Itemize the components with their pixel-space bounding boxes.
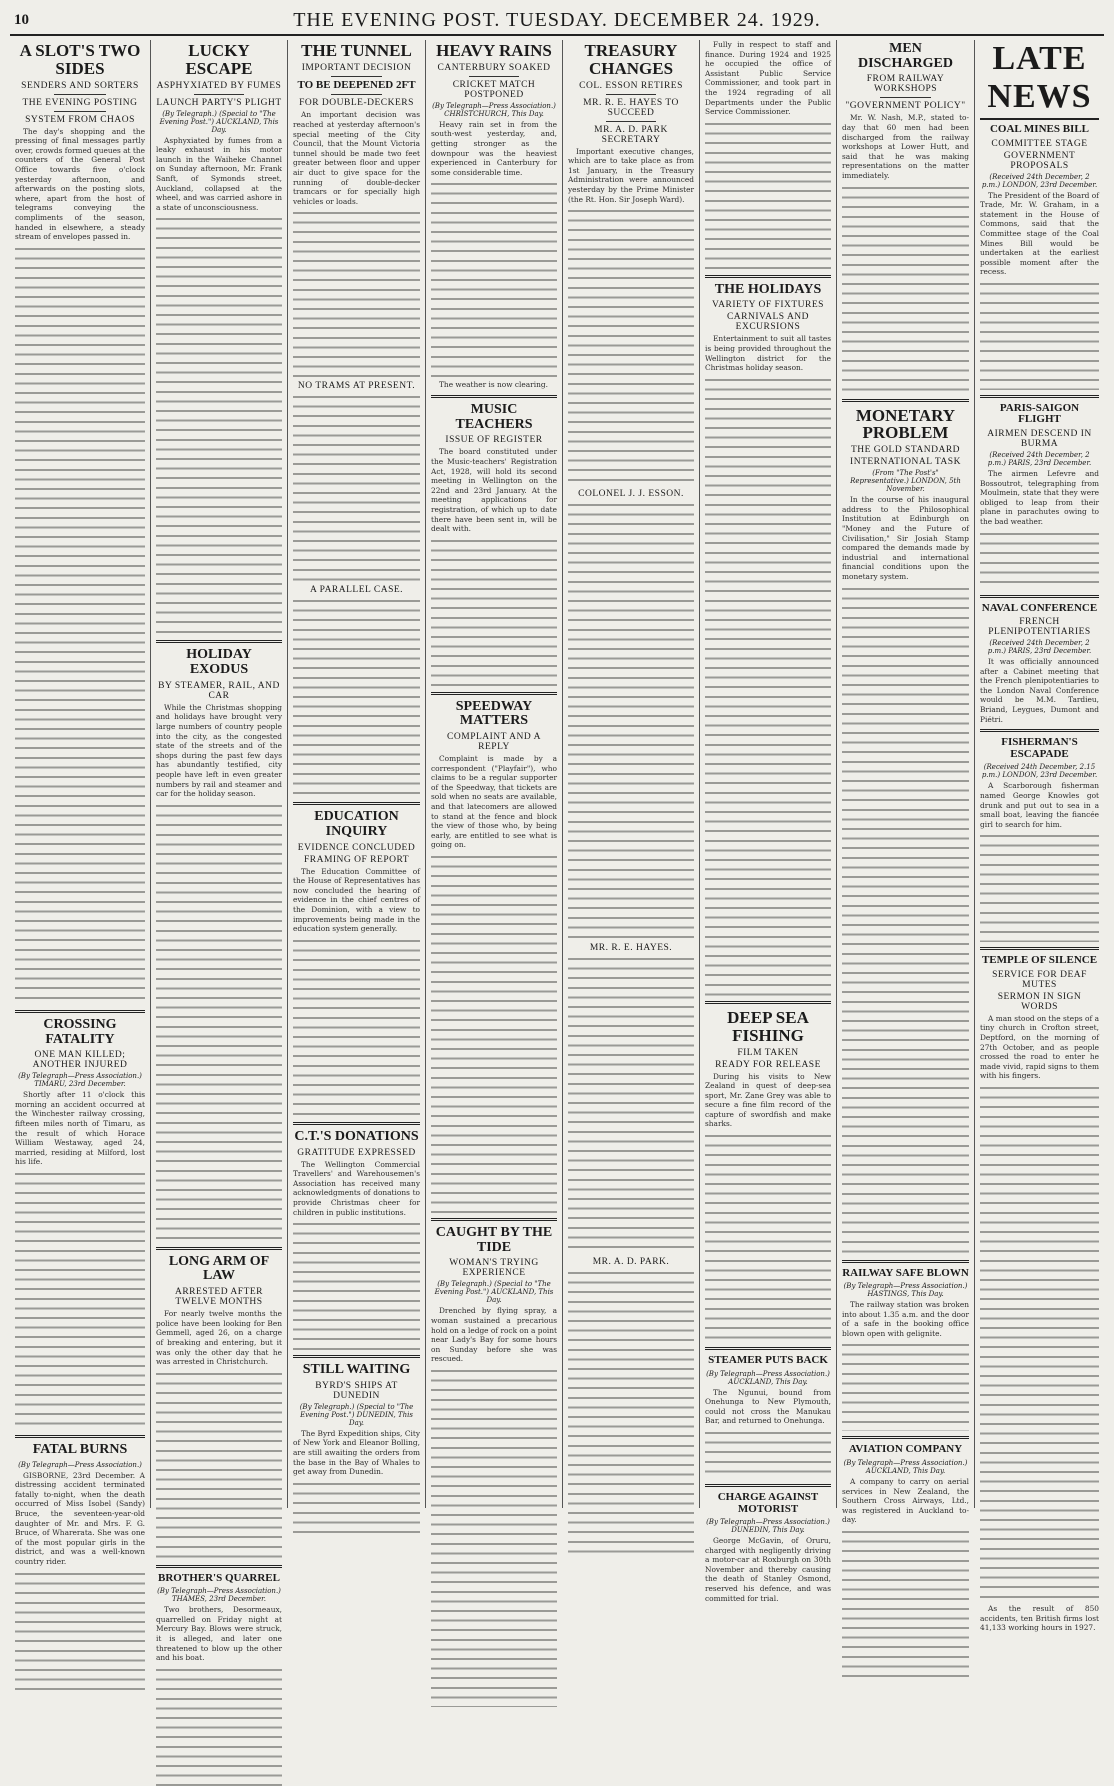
headline: CHARGE AGAINST MOTORIST bbox=[717, 1490, 819, 1515]
article-body: Complaint is made by a correspondent ("Playfair"), who claims to be a regular supporter of the Speedway, that tickets are sold when no seats are available, and that latecomers are allowed to stand at the fence and block the view of those who, by being early, are entitled to see what is going on. bbox=[431, 754, 557, 850]
article-text-block bbox=[293, 597, 420, 797]
article-body: A man stood on the steps of a tiny church in Crofton street, Deptford, on the morning of 27th October, and as people crossed the road to enter he made vivid, rapid signs to them with his fingers. bbox=[980, 1013, 1099, 1081]
article-text-block bbox=[156, 1666, 282, 1786]
subheading: MR. R. E. HAYES TO SUCCEED bbox=[583, 97, 679, 118]
headline: HEAVY RAINS bbox=[436, 41, 552, 60]
headline: BROTHER'S QUARREL bbox=[158, 1571, 280, 1584]
article-body: Fully in respect to staff and finance. During 1924 and 1925 he occupied the office of Assistant Public Service Commissioner, and took part in the 1924 regrading of all Departments under the Public Service Commissioner. bbox=[705, 40, 831, 117]
subheading: ARRESTED AFTER TWELVE MONTHS bbox=[174, 1287, 264, 1308]
divider bbox=[705, 1001, 831, 1004]
article-body: Drenched by flying spray, a woman sustained a precarious hold on a ledge of rock on a point near Lady's Bay for some hours on Sunday before she was rescued. bbox=[431, 1306, 557, 1364]
subheading: ONE MAN KILLED; ANOTHER INJURED bbox=[32, 1050, 128, 1071]
headline: SPEEDWAY MATTERS bbox=[455, 698, 533, 729]
subheading: THE EVENING POSTING bbox=[22, 97, 138, 108]
dateline: (By Telegraph—Press Association.) CHRISTCHURCH, This Day. bbox=[432, 101, 556, 118]
subheading: TO BE DEEPENED 2FT bbox=[297, 78, 416, 91]
article-body: GISBORNE, 23rd December. A distressing accident terminated fatally to-night, when the death occurred of Miss Isobel (Sandy) Bruce, the seventeen-year-old daughter of Mr. and Mrs. F. G. Bruce, of Wharerata. She was one of the most popular girls in the district, and was a well-known country rider. bbox=[15, 1470, 145, 1566]
article-text-block bbox=[980, 280, 1099, 390]
article-text-block bbox=[568, 955, 694, 1255]
article-body: It was officially announced after a Cabinet meeting that the French plenipotentiaries to the London Naval Conference would be M.M. Tardieu, Briand, Leygues, Dumont and Piétri. bbox=[980, 657, 1099, 724]
subheading: ASPHYXIATED BY FUMES bbox=[156, 80, 282, 91]
subheading: GOVERNMENT PROPOSALS bbox=[1003, 150, 1076, 171]
article-body: The railway station was broken into about 1.35 a.m. and the door of a safe in the booking office blown open with gelignite. bbox=[842, 1300, 969, 1338]
columns bbox=[10, 40, 1104, 1663]
subheading: "GOVERNMENT POLICY" bbox=[845, 101, 966, 112]
headline: TEMPLE OF SILENCE bbox=[981, 954, 1098, 967]
subheading: COL. ESSON RETIRES bbox=[579, 80, 683, 91]
column-6 bbox=[699, 40, 836, 1603]
column-3 bbox=[287, 40, 425, 1508]
headline: STILL WAITING bbox=[302, 1362, 411, 1378]
dateline: (Received 24th December, 2 p.m.) PARIS, 23rd December. bbox=[987, 450, 1092, 467]
subheading: SENDERS AND SORTERS bbox=[21, 80, 139, 91]
article-body: The day's shopping and the pressing of final messages partly over, crowds formed queues at the counters of the General Post Office towards five o'clock yesterday afternoon, and afterwards on the posting slots, where, apart from the host of telegrams conveying the compliments of the season, handed in elsewhere, a steady stream of envelopes passed in. bbox=[15, 126, 145, 242]
article-body: In the course of his inaugural address to the Philosophical Institution at Edinburgh on "Money and the Future of Civilisation," Sir Josiah Stamp compared the demands made by industrial and international financial conditions upon the monetary system. bbox=[842, 495, 969, 581]
subheading: GRATITUDE EXPRESSED bbox=[297, 1147, 416, 1158]
article-text-block bbox=[293, 937, 420, 1117]
subheading: FOR DOUBLE-DECKERS bbox=[299, 98, 414, 109]
subheading: ISSUE OF REGISTER bbox=[445, 435, 543, 446]
dateline: (By Telegraph—Press Association.) TIMARU, 23rd December. bbox=[18, 1072, 142, 1089]
divider bbox=[705, 275, 831, 278]
subheading: SERMON IN SIGN WORDS bbox=[997, 991, 1082, 1012]
divider bbox=[842, 1260, 969, 1263]
subheading: SERVICE FOR DEAF MUTES bbox=[992, 969, 1087, 990]
article-text-block bbox=[293, 209, 420, 379]
article-body: Mr. W. Nash, M.P., stated to-day that 60 men had been discharged from the railway workshops at Lower Hutt, and said that he was making representations on the matter immediately. bbox=[842, 113, 969, 180]
article-text-block bbox=[980, 1084, 1099, 1604]
headline: MUSIC TEACHERS bbox=[455, 402, 533, 432]
column-1 bbox=[10, 40, 150, 1566]
divider bbox=[980, 395, 1099, 398]
dateline: (By Telegraph.) (Special to "The Evening Post.") DUNEDIN, This Day. bbox=[299, 1402, 414, 1427]
headline: LONG ARM OF LAW bbox=[168, 1253, 270, 1284]
headline: RAILWAY SAFE BLOWN bbox=[842, 1266, 969, 1279]
headline: THE TUNNEL bbox=[301, 41, 412, 60]
dateline: (Received 24th December, 2 p.m.) LONDON, 23rd December. bbox=[981, 172, 1098, 189]
headline: HOLIDAY EXODUS bbox=[186, 647, 252, 678]
article-text-block bbox=[842, 585, 969, 1255]
newspaper-title: THE EVENING POST. TUESDAY. DECEMBER 24. 1929. bbox=[293, 9, 821, 31]
article-text-block bbox=[842, 184, 969, 394]
subheading: IMPORTANT DECISION bbox=[301, 62, 412, 73]
divider bbox=[606, 121, 656, 122]
masthead bbox=[10, 8, 1104, 36]
article-text-block bbox=[15, 245, 145, 1005]
divider bbox=[293, 1355, 420, 1358]
section-heading: COLONEL J. J. ESSON. bbox=[578, 489, 684, 500]
divider bbox=[156, 1565, 282, 1568]
dateline: (Received 24th December, 2 p.m.) PARIS, 23rd December. bbox=[987, 639, 1092, 656]
article-body: Asphyxiated by fumes from a leaky exhaust in his motor launch in the Waiheke Channel on Sunday afternoon, Mr. Frank Sanft, of Symonds street, Auckland, collapsed at the wheel, and was carried ashore in a state of unconsciousness. bbox=[156, 135, 282, 212]
subheading: COMMITTEE STAGE bbox=[991, 138, 1088, 149]
dateline: (By Telegraph—Press Association.) THAMES, 23rd December. bbox=[157, 1587, 281, 1604]
divider bbox=[54, 111, 106, 112]
article-body: Important executive changes, which are to take place as from 1st January, in the Treasury Administration were announced yesterday by the Prime Minister (the Rt. Hon. Sir Joseph Ward). bbox=[568, 146, 694, 204]
article-body: Two brothers, Desormeaux, quarrelled on Friday night at Mercury Bay. Blows were struck, it is alleged, and later one threatened to blow up the other and his boat. bbox=[156, 1605, 282, 1663]
subheading: AIRMEN DESCEND IN BURMA bbox=[987, 428, 1092, 449]
divider bbox=[293, 1122, 420, 1125]
article-body: Heavy rain set in from the south-west yesterday, and, getting stronger as the downpour was the heaviest experienced in Canterbury for some considerable time. bbox=[431, 119, 557, 177]
divider bbox=[705, 1484, 831, 1487]
divider bbox=[54, 94, 106, 95]
divider bbox=[980, 595, 1099, 598]
dateline: (By Telegraph—Press Association.) AUCKLAND, This Day. bbox=[843, 1459, 968, 1476]
subheading: FILM TAKEN bbox=[737, 1047, 799, 1058]
article-body: The Ngunui, bound from Onehunga to New Plymouth, could not cross the Manukau Bar, and returned to Onehunga. bbox=[705, 1387, 831, 1426]
subheading: INTERNATIONAL TASK bbox=[850, 457, 961, 468]
headline: AVIATION COMPANY bbox=[848, 1443, 963, 1456]
section-heading: NO TRAMS AT PRESENT. bbox=[297, 381, 416, 392]
late-news-title: LATE NEWS bbox=[980, 40, 1099, 120]
article-text-block bbox=[980, 530, 1099, 590]
article-body: The President of the Board of Trade, Mr. W. Graham, in a statement in the House of Commons, said that the Committee stage of the Coal Mines Bill would be undertaken at the earliest possible moment after the recess. bbox=[980, 190, 1099, 277]
article-body: A company to carry on aerial services in New Zealand, the Southern Cross Airways, Ltd., was registered in Auckland to-day. bbox=[842, 1477, 969, 1525]
article-text-block bbox=[15, 1170, 145, 1430]
subheading: THE GOLD STANDARD bbox=[850, 445, 961, 456]
subheading: FRENCH PLENIPOTENTIARIES bbox=[988, 617, 1091, 638]
article-text-block bbox=[842, 1528, 969, 1678]
divider bbox=[331, 76, 382, 77]
headline: LUCKY ESCAPE bbox=[185, 41, 253, 78]
subheading: VARIETY OF FIXTURES bbox=[712, 300, 824, 311]
divider bbox=[431, 1218, 557, 1221]
subheading: CANTERBURY SOAKED bbox=[437, 62, 551, 73]
divider bbox=[293, 802, 420, 805]
headline: FISHERMAN'S ESCAPADE bbox=[1001, 736, 1078, 760]
divider bbox=[606, 94, 656, 95]
article-body: The Wellington Commercial Travellers' and Warehousemen's Association has received many acknowledgments of donations to provide Christmas cheer for children in public institutions. bbox=[293, 1159, 420, 1217]
subheading: READY FOR RELEASE bbox=[715, 1059, 821, 1070]
article-body: The airmen Lefevre and Bossoutrot, telegraphing from Moulmein, state that they were obliged to leap from their plane in parachutes owing to the bad weather. bbox=[980, 468, 1099, 526]
dateline: (By Telegraph—Press Association.) HASTINGS, This Day. bbox=[843, 1282, 968, 1299]
article-body: As the result of 850 accidents, ten British firms lost 41,133 working hours in 1927. bbox=[980, 1604, 1099, 1633]
article-text-block bbox=[156, 215, 282, 635]
article-text-block bbox=[293, 1220, 420, 1350]
divider bbox=[156, 640, 282, 643]
subheading: COMPLAINT AND A REPLY bbox=[447, 732, 541, 753]
headline: C.T.'S DONATIONS bbox=[294, 1128, 419, 1144]
divider bbox=[705, 1347, 831, 1350]
article-text-block bbox=[705, 1132, 831, 1342]
article-text-block bbox=[156, 1370, 282, 1560]
dateline: (From "The Post's" Representative.) LONDON, 5th November. bbox=[850, 469, 961, 494]
divider bbox=[15, 1435, 145, 1438]
section-heading: A PARALLEL CASE. bbox=[309, 585, 404, 596]
headline: EDUCATION INQUIRY bbox=[314, 809, 399, 840]
article-text-block bbox=[293, 1480, 420, 1540]
subheading: CRICKET MATCH POSTPONED bbox=[452, 79, 536, 100]
column-5 bbox=[562, 40, 699, 1508]
divider bbox=[15, 1010, 145, 1013]
article-text-block bbox=[980, 832, 1099, 942]
dateline: (Received 24th December, 2.15 p.m.) LONDON, 23rd December. bbox=[981, 763, 1098, 780]
headline: PARIS-SAIGON FLIGHT bbox=[999, 401, 1080, 426]
headline: FATAL BURNS bbox=[32, 1441, 128, 1457]
article-text-block bbox=[431, 537, 557, 687]
divider bbox=[880, 97, 931, 98]
article-text-block bbox=[705, 120, 831, 270]
divider bbox=[156, 1247, 282, 1250]
headline: CAUGHT BY THE TIDE bbox=[435, 1225, 553, 1255]
column-7 bbox=[836, 40, 974, 1525]
headline: COAL MINES BILL bbox=[989, 123, 1090, 135]
divider bbox=[431, 692, 557, 695]
article-body: A Scarborough fisherman named George Knowles got drunk and put out to sea in a small boat, leaving the fiancée girl to search for him. bbox=[980, 781, 1099, 829]
article-text-block bbox=[568, 501, 694, 941]
article-body: During his visits to New Zealand in quest of deep-sea sport, Mr. Zane Grey was able to secure a fine film record of the capture of swordfish and make sharks. bbox=[705, 1071, 831, 1129]
article-text-block bbox=[293, 393, 420, 583]
article-body: For nearly twelve months the police have been looking for Ben Gemmell, aged 26, on a charge of breaking and entering, but it was only the other day that he was arrested in Christchurch. bbox=[156, 1309, 282, 1367]
headline: TREASURY CHANGES bbox=[584, 41, 678, 78]
headline: NAVAL CONFERENCE bbox=[981, 601, 1098, 614]
dateline: (By Telegraph.) (Special to "The Evening Post.") AUCKLAND, This Day. bbox=[434, 1280, 554, 1305]
article-body: While the Christmas shopping and holidays have brought very large numbers of country people into the city, as the congested state of the streets and of the shops during the past few days has abundantly testified, city people have left in even greater numbers by rail and steamer and car for the holiday season. bbox=[156, 702, 282, 799]
article-body: Entertainment to suit all tastes is being provided throughout the Wellington district for the Christmas holiday season. bbox=[705, 334, 831, 373]
section-heading: MR. A. D. PARK. bbox=[592, 1257, 670, 1268]
article-text-block bbox=[156, 802, 282, 1242]
divider bbox=[842, 399, 969, 402]
page-number: 10 bbox=[14, 12, 29, 28]
subheading: MR. A. D. PARK SECRETARY bbox=[594, 124, 668, 145]
subheading: LAUNCH PARTY'S PLIGHT bbox=[156, 97, 282, 108]
headline: DEEP SEA FISHING bbox=[727, 1007, 809, 1045]
article-text-block bbox=[431, 180, 557, 380]
dateline: (By Telegraph—Press Association.) DUNEDIN, This Day. bbox=[706, 1518, 830, 1535]
column-2 bbox=[150, 40, 287, 1663]
column-8 bbox=[974, 40, 1104, 1633]
dateline: (By Telegraph.) (Special to "The Evening Post.") AUCKLAND, This Day. bbox=[159, 109, 279, 134]
article-text-block bbox=[15, 1570, 145, 1690]
article-text-block bbox=[568, 1269, 694, 1559]
headline: CROSSING FATALITY bbox=[43, 1016, 117, 1047]
article-text-block bbox=[705, 376, 831, 996]
dateline: (By Telegraph—Press Association.) AUCKLAND, This Day. bbox=[706, 1369, 830, 1386]
subheading: CARNIVALS AND EXCURSIONS bbox=[726, 312, 810, 333]
subheading: EVIDENCE CONCLUDED bbox=[297, 842, 416, 853]
divider bbox=[842, 1436, 969, 1439]
headline: THE HOLIDAYS bbox=[714, 281, 822, 297]
divider bbox=[980, 947, 1099, 950]
divider bbox=[431, 395, 557, 398]
dateline: (By Telegraph—Press Association.) bbox=[18, 1460, 142, 1469]
subheading: BY STEAMER, RAIL, AND CAR bbox=[158, 680, 280, 701]
divider bbox=[469, 76, 519, 77]
article-body: The board constituted under the Music-teachers' Registration Act, 1928, will hold its second meeting in Wellington on the 22nd and 23rd January. At the meeting applications for registration, of which up to date there have been sent in, will be dealt with. bbox=[431, 447, 557, 534]
divider bbox=[331, 94, 382, 95]
article-text-block bbox=[431, 1367, 557, 1707]
article-body: Shortly after 11 o'clock this morning an accident occurred at the Winchester railway crossing, fifteen miles north of Timaru, as the result of which Horace William Westaway, aged 24, married, residing at Milford, lost his life. bbox=[15, 1090, 145, 1167]
headline: A SLOT'S TWO SIDES bbox=[19, 41, 141, 78]
article-body: George McGavin, of Oruru, charged with negligently driving a motor-car at Roxburgh on 30th November and thereby causing the death of Stanley Osmond, reserved his defence, and was committed for trial. bbox=[705, 1536, 831, 1603]
headline: MEN DISCHARGED bbox=[858, 41, 953, 71]
subheading: BYRD'S SHIPS AT DUNEDIN bbox=[315, 1380, 398, 1401]
headline: STEAMER PUTS BACK bbox=[708, 1354, 828, 1367]
article-body: An important decision was reached at yesterday afternoon's special meeting of the City Council, that the Mount Victoria tunnel should be made two feet greater between floor and upper air duct to give space for the running of double-decker tramcars or for specially high vehicles or loads. bbox=[293, 110, 420, 206]
divider bbox=[194, 94, 244, 95]
subheading: FRAMING OF REPORT bbox=[303, 854, 410, 865]
article-text-block bbox=[568, 207, 694, 487]
article-body: The Byrd Expedition ships, City of New York and Eleanor Bolling, are still awaiting the orders from the base in the Bay of Whales to get away from Dunedin. bbox=[293, 1428, 420, 1477]
divider bbox=[980, 729, 1099, 732]
article-text-block bbox=[705, 1429, 831, 1479]
subheading: WOMAN'S TRYING EXPERIENCE bbox=[449, 1258, 539, 1279]
subheading: FROM RAILWAY WORKSHOPS bbox=[866, 74, 945, 95]
headline: MONETARY PROBLEM bbox=[855, 405, 956, 443]
article-body: The Education Committee of the House of Representatives has now concluded the hearing of evidence in the chief centres of the Dominion, with a view to improvements being made in the education system generally. bbox=[293, 866, 420, 934]
column-4 bbox=[425, 40, 562, 1508]
subheading: SYSTEM FROM CHAOS bbox=[25, 114, 135, 125]
article-text-block bbox=[842, 1341, 969, 1431]
article-body: The weather is now clearing. bbox=[439, 380, 548, 390]
section-heading: MR. R. E. HAYES. bbox=[589, 943, 673, 954]
article-text-block bbox=[431, 853, 557, 1213]
